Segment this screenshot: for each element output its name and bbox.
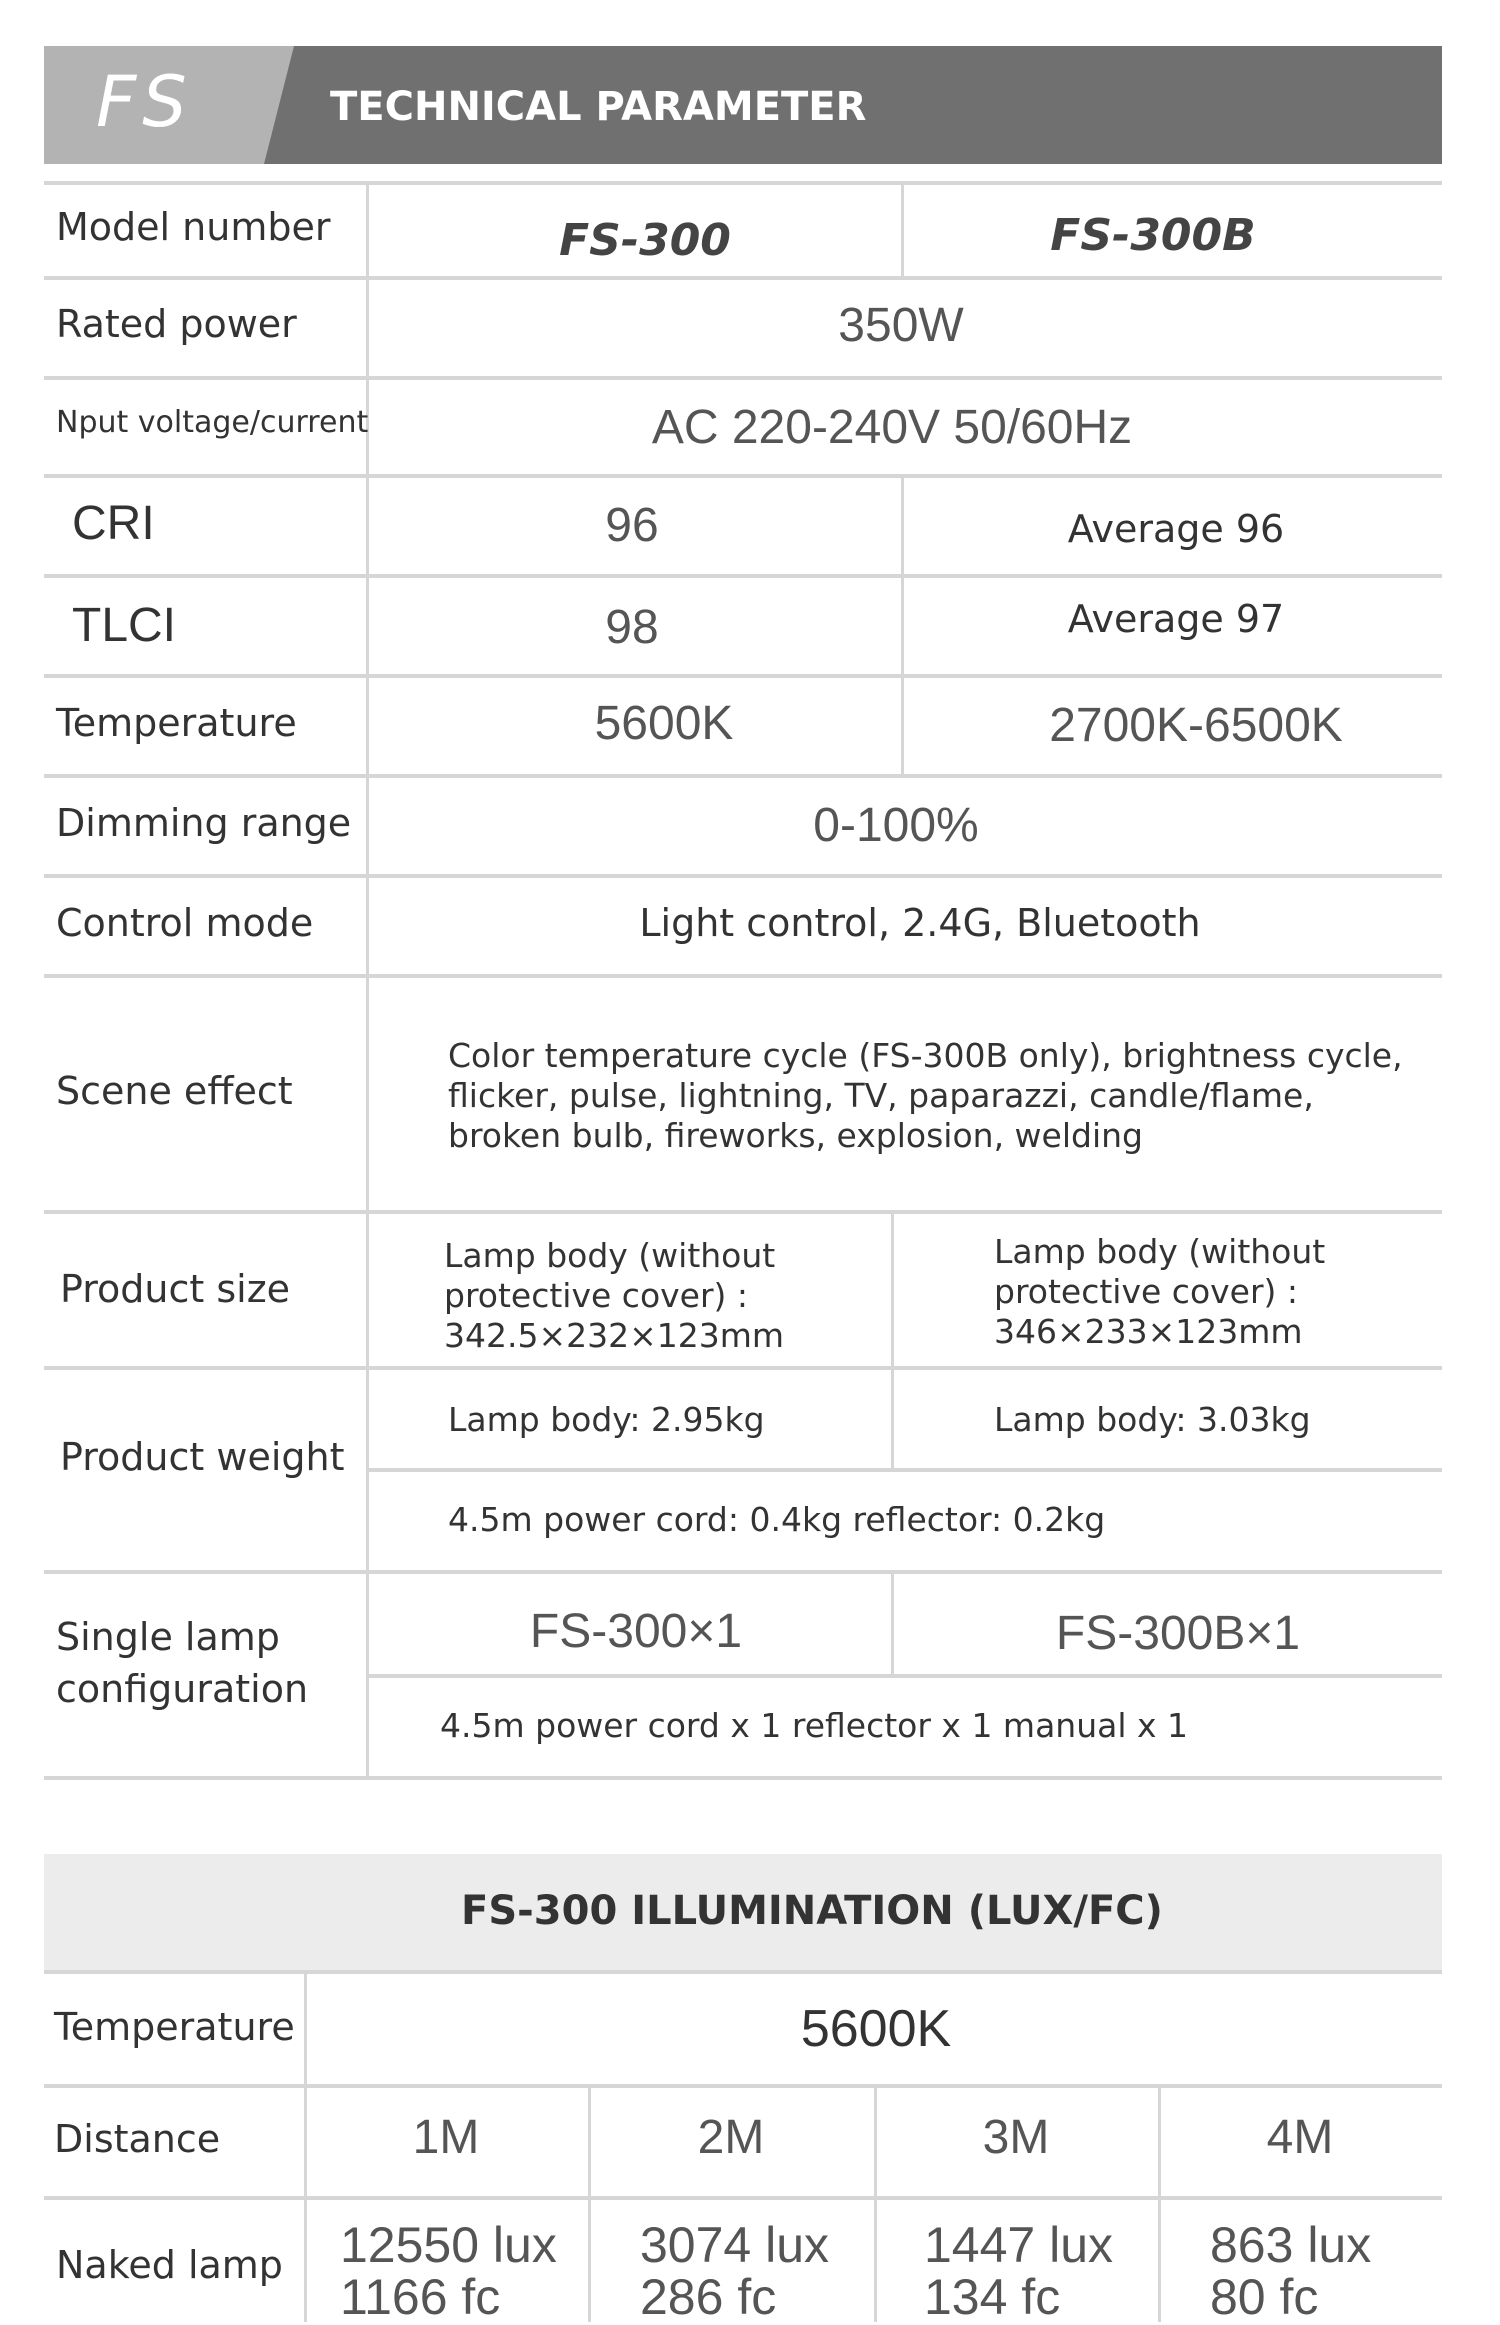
- distance-label: Distance: [54, 2117, 221, 2161]
- size-fs300-line-3: 342.5×232×123mm: [444, 1316, 785, 1355]
- scene-effect-line-3: broken bulb, fireworks, explosion, welding: [448, 1116, 1143, 1155]
- temperature-fs300b-value: 2700K-6500K: [1049, 699, 1343, 752]
- size-fs300b-line-3: 346×233×123mm: [994, 1312, 1303, 1351]
- naked-1m-lux: 12550 lux: [340, 2217, 557, 2273]
- distance-1m: 1M: [412, 2111, 480, 2164]
- size-fs300-line-1: Lamp body (without: [444, 1236, 776, 1275]
- illumination-title: FS-300 ILLUMINATION (LUX/FC): [461, 1888, 1163, 1934]
- tlci-label: TLCI: [72, 599, 177, 652]
- naked-2m-fc: 286 fc: [640, 2269, 777, 2325]
- size-fs300b-line-2: protective cover) :: [994, 1272, 1299, 1311]
- temperature-fs300-value: 5600K: [594, 697, 734, 750]
- control-mode-value: Light control, 2.4G, Bluetooth: [639, 901, 1201, 945]
- size-fs300-line-2: protective cover) :: [444, 1276, 749, 1315]
- naked-3m-lux: 1447 lux: [924, 2217, 1114, 2273]
- naked-4m-fc: 80 fc: [1210, 2269, 1319, 2325]
- brand-logo: FS: [96, 61, 193, 143]
- page-title: TECHNICAL PARAMETER: [330, 84, 867, 130]
- distance-2m: 2M: [697, 2111, 765, 2164]
- cri-fs300b-value: Average 96: [1067, 507, 1285, 551]
- weight-shared-value: 4.5m power cord: 0.4kg reflector: 0.2kg: [448, 1500, 1106, 1539]
- model-fs300b: FS-300B: [1050, 210, 1256, 261]
- naked-3m-fc: 134 fc: [924, 2269, 1061, 2325]
- config-shared-value: 4.5m power cord x 1 reflector x 1 manual x 1: [440, 1706, 1189, 1745]
- model-number-label: Model number: [56, 205, 331, 249]
- naked-4m-lux: 863 lux: [1210, 2217, 1372, 2273]
- config-label-line-1: Single lamp: [56, 1615, 280, 1659]
- temperature-label: Temperature: [56, 701, 297, 745]
- naked-1m-fc: 1166 fc: [340, 2269, 501, 2325]
- input-voltage-label: Nput voltage/current: [56, 405, 369, 440]
- weight-fs300b-value: Lamp body: 3.03kg: [994, 1400, 1311, 1439]
- config-fs300-value: FS-300×1: [529, 1605, 743, 1658]
- cri-label: CRI: [72, 497, 155, 550]
- model-fs300: FS-300: [559, 215, 731, 266]
- scene-effect-label: Scene effect: [56, 1069, 293, 1113]
- input-voltage-value: AC 220-240V 50/60Hz: [651, 401, 1133, 454]
- cri-fs300-value: 96: [605, 499, 659, 552]
- distance-4m: 4M: [1266, 2111, 1334, 2164]
- illum-temperature-value: 5600K: [800, 2000, 952, 2058]
- dimming-range-label: Dimming range: [56, 801, 352, 845]
- naked-2m-lux: 3074 lux: [640, 2217, 830, 2273]
- rated-power-value: 350W: [838, 299, 964, 352]
- product-size-label: Product size: [60, 1267, 291, 1311]
- config-fs300b-value: FS-300B×1: [1055, 1607, 1301, 1660]
- illum-temperature-label: Temperature: [54, 2005, 295, 2049]
- distance-3m: 3M: [982, 2111, 1050, 2164]
- tlci-fs300b-value: Average 97: [1067, 597, 1285, 641]
- control-mode-label: Control mode: [56, 901, 314, 945]
- scene-effect-line-2: flicker, pulse, lightning, TV, paparazzi, candle/flame,: [448, 1076, 1314, 1115]
- product-weight-label: Product weight: [60, 1435, 345, 1479]
- dimming-range-value: 0-100%: [813, 799, 979, 852]
- naked-lamp-label: Naked lamp: [56, 2243, 283, 2287]
- tlci-fs300-value: 98: [605, 601, 659, 654]
- weight-fs300-value: Lamp body: 2.95kg: [448, 1400, 765, 1439]
- scene-effect-line-1: Color temperature cycle (FS-300B only), brightness cycle,: [448, 1036, 1403, 1075]
- size-fs300b-line-1: Lamp body (without: [994, 1232, 1326, 1271]
- config-label-line-2: configuration: [56, 1667, 309, 1711]
- rated-power-label: Rated power: [56, 302, 297, 346]
